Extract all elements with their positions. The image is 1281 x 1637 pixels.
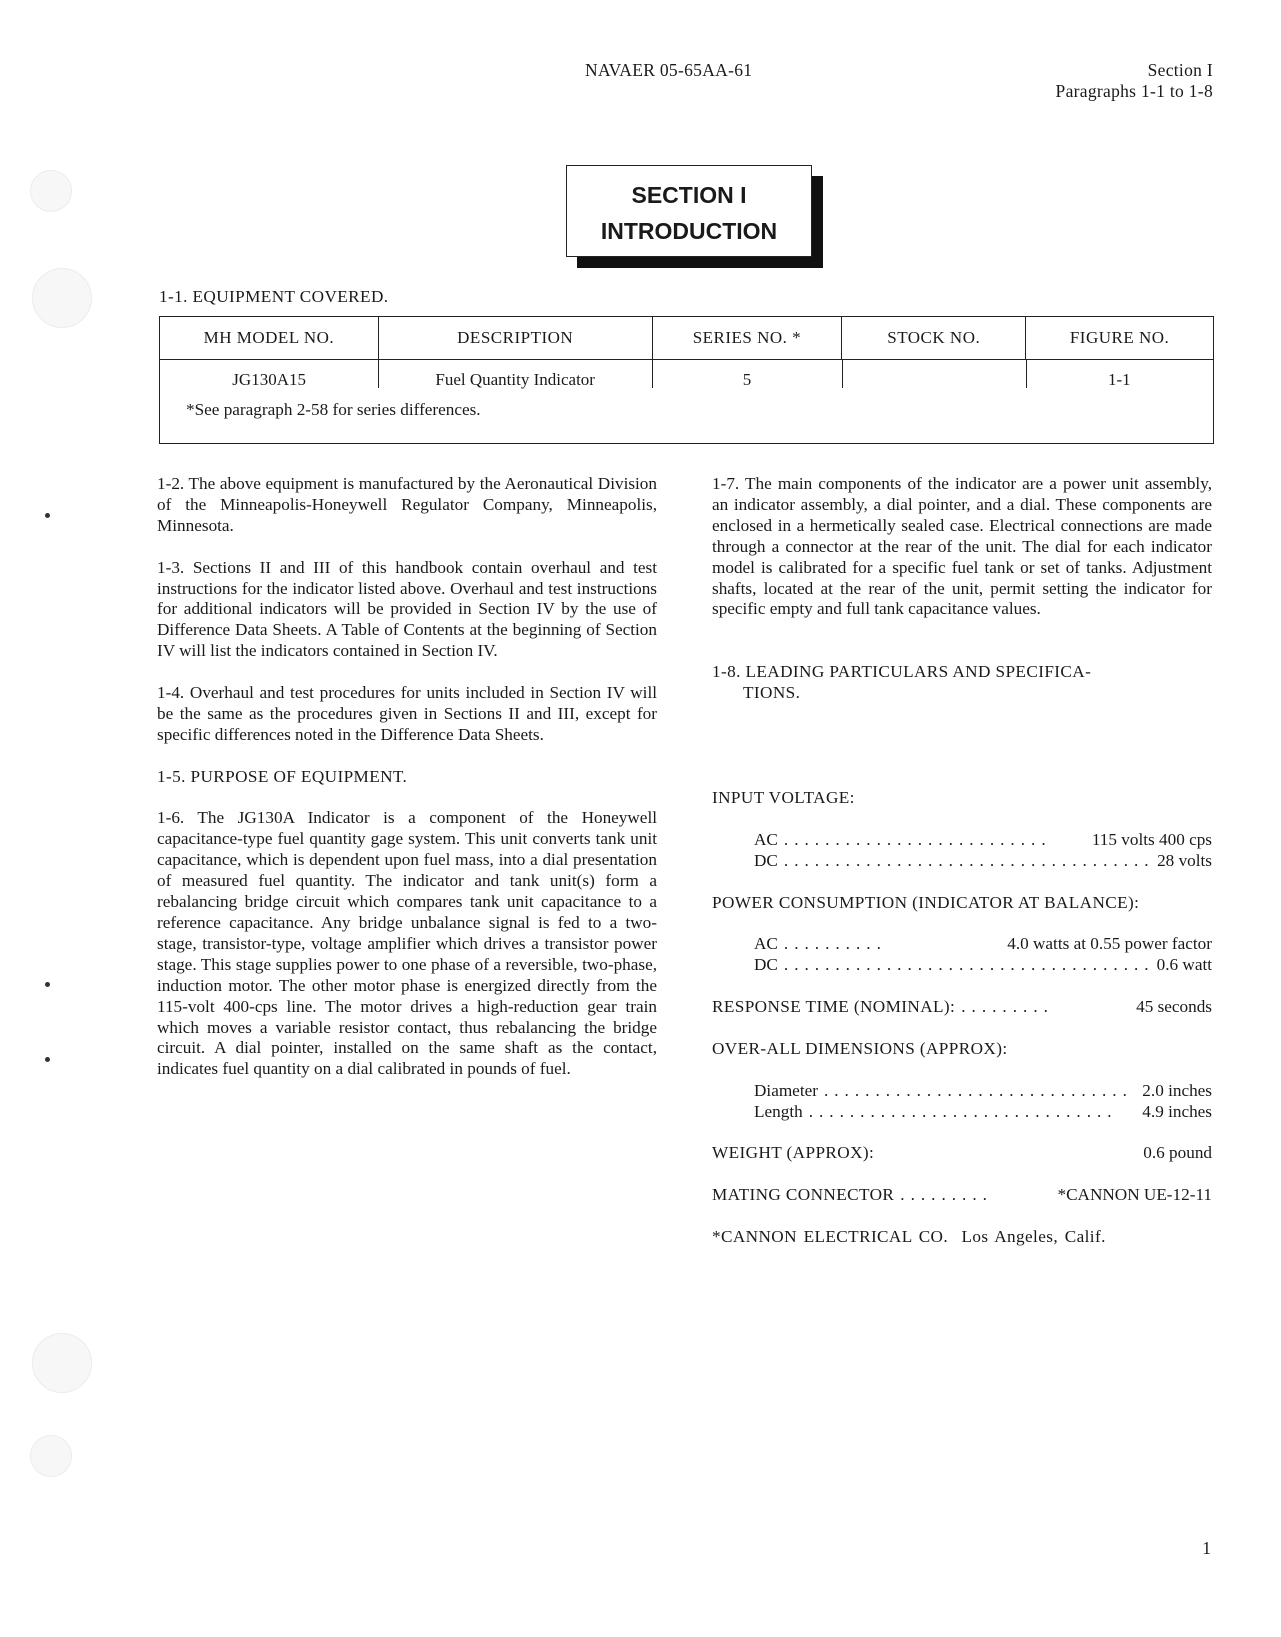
- paragraphs-label: Paragraphs 1-1 to 1-8: [1055, 81, 1213, 101]
- cannon-footnote: *CANNON ELECTRICAL CO. Los Angeles, Calif.: [712, 1226, 1106, 1246]
- spec-label: WEIGHT (APPROX):: [712, 1143, 875, 1163]
- section-title: SECTION I: [631, 182, 747, 208]
- table-row: [160, 360, 1214, 401]
- spec-value: 45 seconds: [1136, 997, 1212, 1016]
- table-header-row: [160, 317, 1214, 360]
- spec-value: *CANNON UE-12-11: [1057, 1185, 1212, 1205]
- right-column: [712, 474, 1212, 704]
- section-label: Section I: [1147, 60, 1213, 80]
- table-cell: [1026, 360, 1214, 401]
- paragraph-1-6: 1-6. The JG130A Indicator is a component of the Honeywell capacitance-type fuel quantity gage system. This unit converts tank unit capacitance, which is dependent upon fuel mass, into a dial presentation of measured fuel quantity. The indicator and tank unit(s) form a rebalancing bridge circuit which compares tank unit capacitance to a reference capacitance. Any bridge unbalance signal is fed to a two-stage, transistor-type, voltage amplifier which drives a transistor power stage. This stage supplies power to one phase of a reversible, two-phase, induction motor. The other motor phase is energized directly from the 115-volt 400-cps line. The motor drives a high-reduction gear train which moves a variable resistor contact, thus rebalancing the bridge circuit. A dial pointer, installed on the same shaft as the contact, indicates fuel quantity on a dial calibrated in pounds of fuel.: [157, 808, 657, 1079]
- leading-particulars-heading-cont: TIONS.: [743, 683, 801, 703]
- purpose-heading: 1-5. PURPOSE OF EQUIPMENT.: [157, 766, 408, 786]
- paragraph-1-7: 1-7. The main components of the indicator are a power unit assembly, an indicator assembly, a dial pointer, and a dial. These components are enclosed in a hermetically sealed case. Electrical connections are made through a connector at the rear of the unit. The dial for each indicator model is calibrated for a specific fuel tank or set of tanks. Adjustment shafts, located at the rear of the unit, permit setting the indicator for specific empty and full tank capacitance values.: [712, 474, 1212, 619]
- leader-dots: ..............................: [808, 1101, 1118, 1121]
- section-title-box: [566, 165, 812, 257]
- dimensions-label: OVER-ALL DIMENSIONS (APPROX):: [712, 1038, 1008, 1058]
- leader-dots: ..............................: [823, 1080, 1133, 1100]
- table-header: STOCK NO.: [842, 317, 1026, 360]
- description: Fuel Quantity Indicator: [435, 370, 595, 389]
- table-cell: [842, 360, 1026, 401]
- doc-number: NAVAER 05-65AA-61: [585, 60, 753, 80]
- scan-speck: [45, 982, 50, 987]
- table-cell: [378, 360, 652, 401]
- table-header: FIGURE NO.: [1026, 317, 1214, 360]
- leader-dots: ....................................: [783, 850, 1155, 870]
- spec-value: 0.6 watt: [1156, 955, 1212, 975]
- scan-speck: [45, 513, 50, 518]
- leader-dots: ..........: [783, 934, 887, 954]
- spec-row: [712, 1185, 1212, 1206]
- left-column: [157, 474, 657, 1080]
- binder-hole: [32, 268, 92, 328]
- leader-dots: .........: [961, 997, 1054, 1016]
- spec-row: [712, 1081, 1212, 1102]
- leader-dots: ....................................: [783, 955, 1155, 975]
- power-consumption-label: POWER CONSUMPTION (INDICATOR AT BALANCE):: [712, 892, 1140, 912]
- model-number: JG130A15: [232, 370, 306, 389]
- spec-row: [712, 934, 1212, 955]
- table-header: MH MODEL NO.: [160, 317, 379, 360]
- figure-number: 1-1: [1107, 370, 1131, 389]
- spec-row: [712, 955, 1212, 976]
- section-subtitle: INTRODUCTION: [600, 218, 778, 244]
- equipment-covered-heading: 1-1. EQUIPMENT COVERED.: [159, 287, 389, 306]
- leader-dots: ..........................: [783, 829, 1052, 849]
- spec-label: Diameter: [754, 1080, 818, 1100]
- spec-value: 4.0 watts at 0.55 power factor: [1007, 934, 1212, 954]
- input-voltage-label: INPUT VOLTAGE:: [712, 788, 855, 807]
- spec-label: RESPONSE TIME (NOMINAL):: [712, 997, 956, 1016]
- spec-label: DC: [754, 955, 778, 975]
- binder-hole: [32, 1333, 92, 1393]
- table-footnote: *See paragraph 2-58 for series differences.: [186, 400, 481, 419]
- leader-dots: .........: [900, 1185, 993, 1205]
- scan-speck: [45, 1057, 50, 1062]
- paragraph-1-3: 1-3. Sections II and III of this handbook contain overhaul and test instructions for the indicator listed above. Overhaul and test instructions for additional indicators will be provided in Section IV by the use of Difference Data Sheets. A Table of Contents at the beginning of Section IV will list the indicators contained in Section IV.: [157, 557, 657, 661]
- paragraph-1-2: 1-2. The above equipment is manufactured by the Aeronautical Division of the Minneapolis-Honeywell Regulator Company, Minneapolis, Minnesota.: [157, 474, 657, 535]
- spec-label: AC: [754, 829, 778, 849]
- binder-hole: [30, 1435, 72, 1477]
- table-header: DESCRIPTION: [378, 317, 652, 360]
- spec-row: [712, 1102, 1212, 1123]
- spec-label: AC: [754, 934, 778, 954]
- spec-value: 115 volts 400 cps: [1091, 829, 1212, 849]
- spec-row: [712, 997, 1212, 1018]
- spec-value: 28 volts: [1157, 850, 1212, 870]
- leading-particulars-heading: 1-8. LEADING PARTICULARS AND SPECIFICA-: [712, 662, 1092, 682]
- spec-label: DC: [754, 850, 778, 870]
- paragraph-1-4: 1-4. Overhaul and test procedures for units included in Section IV will be the same as the procedures given in Sections II and III, except for specific differences noted in the Difference Data Sheets.: [157, 683, 657, 744]
- binder-hole: [30, 170, 72, 212]
- table-cell: [160, 360, 379, 401]
- spec-row: [712, 830, 1212, 851]
- spec-value: 2.0 inches: [1142, 1080, 1212, 1100]
- equipment-table: [159, 316, 1214, 444]
- table-note-row: [160, 400, 1214, 444]
- page-number: 1: [1202, 1538, 1211, 1558]
- series-number: 5: [742, 370, 752, 389]
- spec-row: [712, 1143, 1212, 1164]
- spec-label: MATING CONNECTOR: [712, 1185, 895, 1205]
- spec-label: Length: [754, 1101, 803, 1121]
- table-header: SERIES NO. *: [652, 317, 842, 360]
- spec-value: 0.6 pound: [1143, 1143, 1212, 1163]
- spec-row: [712, 851, 1212, 872]
- specifications: [712, 788, 1212, 1248]
- table-cell: [652, 360, 842, 401]
- spec-value: 4.9 inches: [1142, 1101, 1212, 1121]
